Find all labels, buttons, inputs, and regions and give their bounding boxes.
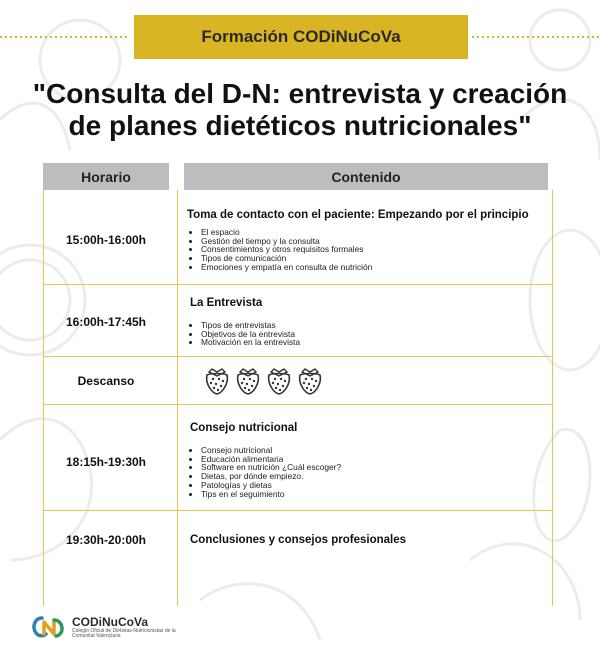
topic-list	[188, 321, 300, 347]
topic-item: • Gestión del tiempo y la consulta	[201, 237, 372, 246]
section-title: Conclusiones y consejos profesionales	[190, 534, 407, 546]
topic-item: • Tipos de comunicación	[201, 254, 372, 263]
strawberry-icon	[297, 366, 323, 396]
topic-list	[188, 228, 372, 272]
column-header-content: Contenido	[184, 163, 548, 190]
grid-line	[43, 404, 553, 405]
topic-item: • Consejo nutricional	[201, 446, 341, 455]
topic-item: • Patologías y dietas	[201, 481, 341, 490]
banner-dotted-line-right	[472, 36, 600, 38]
topic-item: • Consentimientos y otros requisitos formales	[201, 245, 372, 254]
section-title: Consejo nutricional	[190, 422, 298, 434]
page-title	[20, 78, 580, 142]
codinucova-logo	[30, 614, 182, 640]
title-line-2: de planes dietéticos nutricionales"	[68, 110, 532, 141]
topic-item: • El espacio	[201, 228, 372, 237]
topic-item: • Tips en el seguimiento	[201, 490, 341, 499]
logo-subtitle: Colegio Oficial de Dietistas-Nutricionistas de la Comunitat Valenciana	[72, 627, 176, 639]
strawberry-icon	[235, 366, 261, 396]
grid-line	[43, 510, 553, 511]
time-cell: 18:15h-19:30h	[65, 455, 147, 469]
grid-line	[43, 284, 553, 285]
title-line-1: "Consulta del D-N: entrevista y creación	[32, 78, 568, 109]
time-cell: 15:00h-16:00h	[65, 233, 147, 247]
topic-item: • Educación alimentaria	[201, 455, 341, 464]
time-cell: 19:30h-20:00h	[65, 533, 147, 547]
grid-line	[177, 190, 178, 606]
topic-item: • Motivación en la entrevista	[201, 338, 300, 347]
logo-name: CODiNuCoVa	[72, 614, 149, 629]
banner-dotted-line-left	[0, 36, 128, 38]
time-cell: 16:00h-17:45h	[65, 315, 147, 329]
topic-item: • Tipos de entrevistas	[201, 321, 300, 330]
course-banner: Formación CODiNuCoVa	[134, 15, 468, 59]
strawberry-icon	[204, 366, 230, 396]
column-header-time: Horario	[43, 163, 169, 190]
topic-item: • Dietas, por dónde empiezo.	[201, 472, 341, 481]
strawberry-icons	[204, 366, 323, 396]
topic-item: • Objetivos de la entrevista	[201, 330, 300, 339]
strawberry-icon	[266, 366, 292, 396]
topic-item: • Emociones y empatía en consulta de nutrición	[201, 263, 372, 272]
topic-list	[188, 446, 341, 498]
grid-line	[43, 356, 553, 357]
topic-item: • Software en nutrición ¿Cuál escoger?	[201, 463, 341, 472]
time-cell: Descanso	[77, 374, 135, 388]
section-title: La Entrevista	[190, 297, 263, 309]
grid-line	[552, 190, 553, 606]
section-title: Toma de contacto con el paciente: Empezando por el principio	[187, 209, 529, 221]
codinucova-logo-icon	[30, 614, 66, 640]
